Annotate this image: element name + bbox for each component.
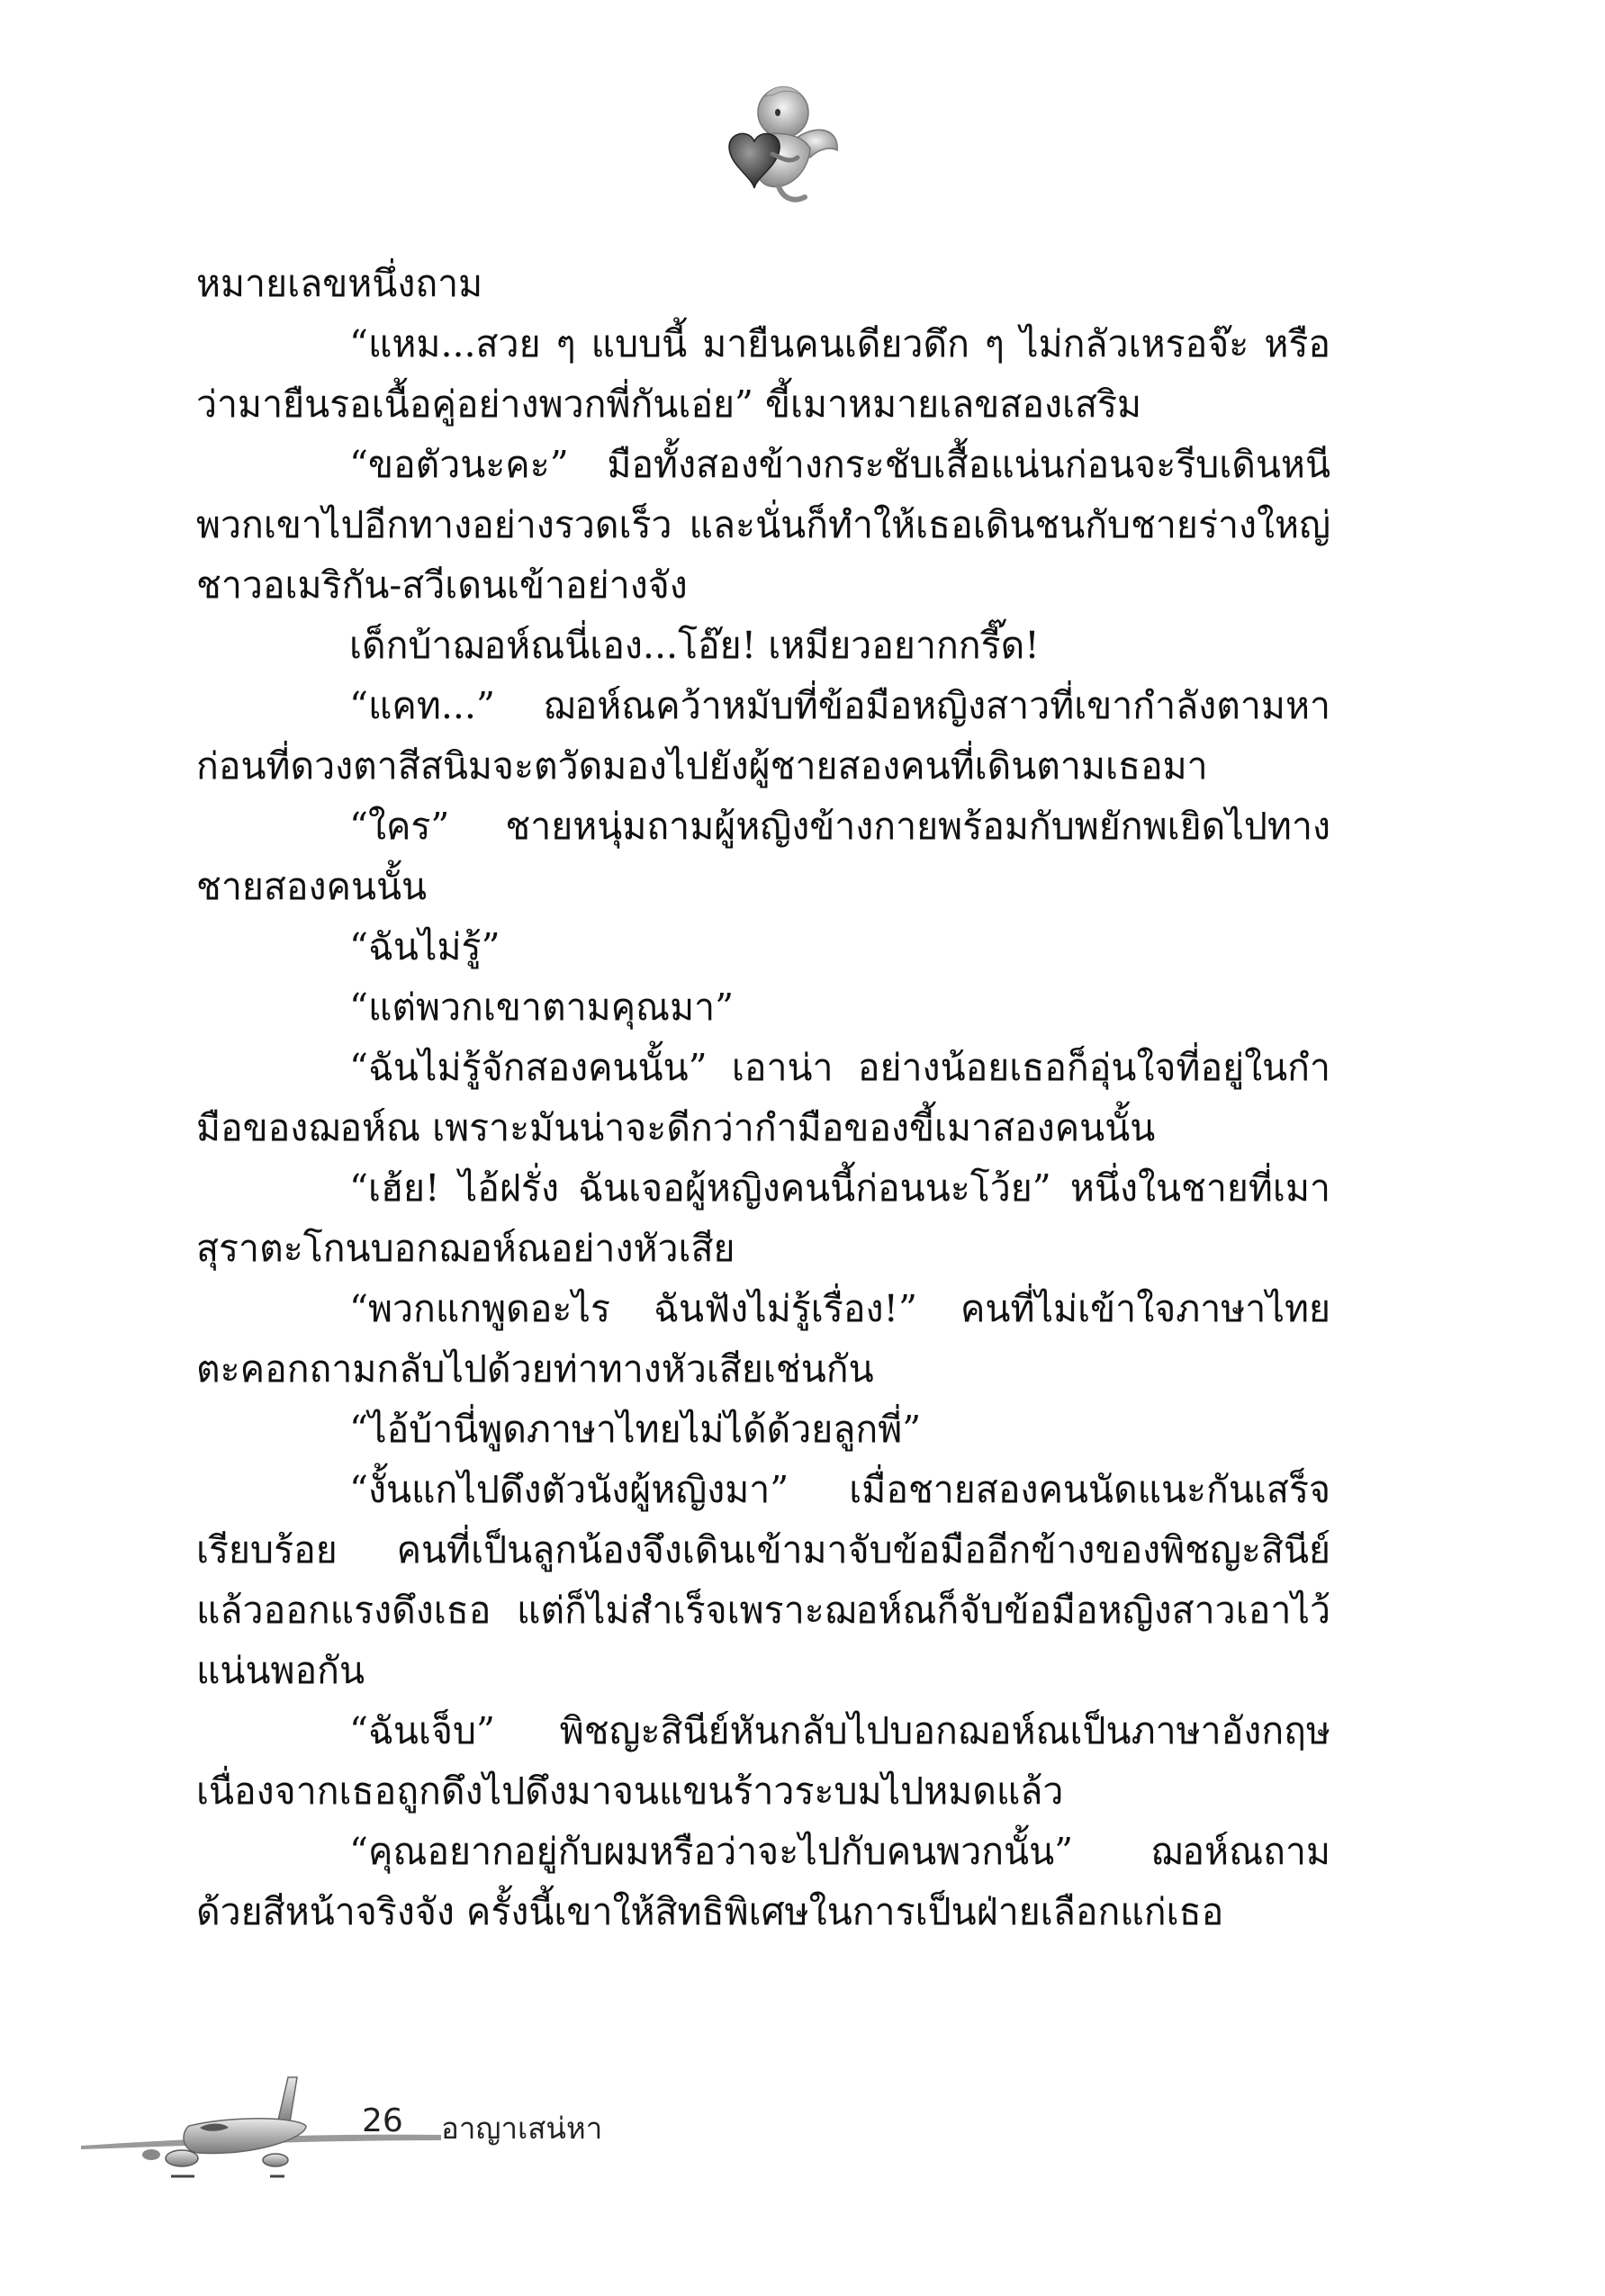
paragraph: “ใคร” ชายหนุ่มถามผู้หญิงข้างกายพร้อมกับพยักพเยิดไปทางชายสองคนนั้น bbox=[196, 805, 1330, 908]
paragraph: “ฉันไม่รู้” bbox=[349, 925, 500, 968]
page-footer bbox=[81, 2070, 711, 2187]
paragraph: “ฉันเจ็บ” พิชญะสินีย์หันกลับไปบอกฌอห์ณเป็นภาษาอังกฤษเนื่องจากเธอถูกดึงไปดึงมาจนแขนร้าวระบมไปหมดแล้ว bbox=[196, 1709, 1330, 1813]
body-text bbox=[196, 254, 1330, 1942]
paragraph: “ไอ้บ้านี่พูดภาษาไทยไม่ได้ด้วยลูกพี่” bbox=[349, 1408, 922, 1451]
paragraph: “แหม...สวย ๆ แบบนี้ มายืนคนเดียวดึก ๆ ไม่กลัวเหรอจ๊ะ หรือว่ามายืนรอเนื้อคู่อย่างพวกพี่กันเอ่ย” ขี้เมาหมายเลขสองเสริม bbox=[196, 322, 1330, 426]
paragraph: เด็กบ้าฌอห์ณนี่เอง...โอ๊ย! เหมียวอยากกรี๊ด! bbox=[349, 624, 1040, 667]
page-number: 26 bbox=[362, 2102, 403, 2139]
paragraph: “แต่พวกเขาตามคุณมา” bbox=[349, 986, 735, 1029]
paragraph: “พวกแกพูดอะไร ฉันฟังไม่รู้เรื่อง!” คนที่ไม่เข้าใจภาษาไทยตะคอกถามกลับไปด้วยท่าทางหัวเสียเช่นกัน bbox=[196, 1287, 1330, 1391]
paragraph: “ขอตัวนะคะ” มือทั้งสองข้างกระชับเสื้อแน่นก่อนจะรีบเดินหนีพวกเขาไปอีกทางอย่างรวดเร็ว และนั่นก็ทำให้เธอเดินชนกับชายร่างใหญ่ชาวอเมริกัน-สวีเดนเข้าอย่างจัง bbox=[196, 443, 1330, 607]
cherub-holding-heart-icon bbox=[693, 77, 846, 212]
paragraph: “เฮ้ย! ไอ้ฝรั่ง ฉันเจอผู้หญิงคนนี้ก่อนนะโว้ย” หนึ่งในชายที่เมาสุราตะโกนบอกฌอห์ณอย่างหัวเสีย bbox=[196, 1166, 1330, 1270]
paragraph: หมายเลขหนึ่งถาม bbox=[196, 262, 483, 305]
book-title: อาญาเสน่หา bbox=[441, 2111, 603, 2146]
paragraph: “คุณอยากอยู่กับผมหรือว่าจะไปกับคนพวกนั้น” ฌอห์ณถามด้วยสีหน้าจริงจัง ครั้งนี้เขาให้สิทธิพิเศษในการเป็นฝ่ายเลือกแก่เธอ bbox=[196, 1830, 1330, 1933]
paragraph: “แคท...” ฌอห์ณคว้าหมับที่ข้อมือหญิงสาวที่เขากำลังตามหาก่อนที่ดวงตาสีสนิมจะตวัดมองไปยังผู้ชายสองคนที่เดินตามเธอมา bbox=[196, 684, 1330, 788]
paragraph: “ฉันไม่รู้จักสองคนนั้น” เอาน่า อย่างน้อยเธอก็อุ่นใจที่อยู่ในกำมือของฌอห์ณ เพราะมันน่าจะดีกว่ากำมือของขี้เมาสองคนนั้น bbox=[196, 1046, 1330, 1149]
paragraph: “งั้นแกไปดึงตัวนังผู้หญิงมา” เมื่อชายสองคนนัดแนะกันเสร็จเรียบร้อย คนที่เป็นลูกน้องจึงเดินเข้ามาจับข้อมืออีกข้างของพิชญะสินีย์แล้วออกแรงดึงเธอ แต่ก็ไม่สำเร็จเพราะฌอห์ณก็จับข้อมือหญิงสาวเอาไว้แน่นพอกัน bbox=[196, 1468, 1330, 1692]
